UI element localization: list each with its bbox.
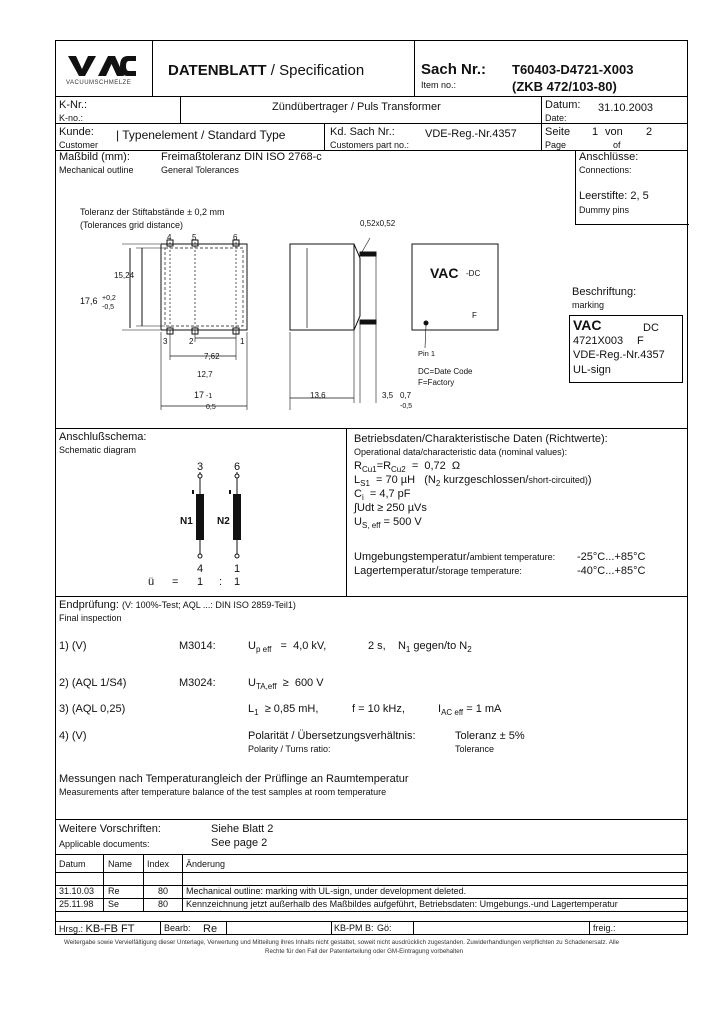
test-4-polarity-en: Polarity / Turns ratio: [248, 744, 331, 754]
marking-vde: VDE-Reg.-Nr.4357 [573, 349, 665, 361]
date-value: 31.10.2003 [598, 102, 654, 114]
measurement-note-en: Measurements after temperature balance of the test samples at room temperature [59, 787, 387, 797]
winding-n1: N1 [180, 516, 193, 527]
pin-label-3: 3 [163, 337, 168, 346]
page-total: 2 [646, 126, 653, 138]
test-1-code: M3014: [179, 640, 216, 652]
dc-note: DC=Date Code [418, 367, 473, 376]
marking-dc: DC [643, 322, 659, 334]
betriebsdaten-title: Betriebsdaten/Charakteristische Daten (Richtwerte): [354, 433, 608, 445]
k-nr-label: K-Nr.: [59, 99, 88, 111]
test-2-param: $U_{TA,eff} \ge 600$ V [248, 677, 324, 692]
weitere-vorschriften-label: Weitere Vorschriften: [59, 823, 161, 835]
col-header-name: Name [108, 859, 133, 869]
seite-label: Seite [545, 126, 571, 138]
test-2-no: 2) (AQL 1/S4) [59, 677, 127, 689]
ratio-u: ü [148, 576, 155, 588]
pin-label-6: 6 [233, 233, 238, 242]
dim-07: 0,7 [400, 391, 412, 400]
kbpm-value: Gö: [377, 923, 392, 933]
voltage-time-integral: ∫Udt ≥ 250 µVs [354, 502, 427, 514]
page-label: Page [545, 140, 567, 150]
grid-tolerance-en: (Tolerances grid distance) [80, 220, 184, 230]
front-vac-logo: VAC [430, 265, 459, 281]
date-label: Date: [545, 113, 567, 123]
ratio-1: 1 [197, 576, 204, 588]
dim-35: 3,5 [382, 391, 394, 400]
kbpm-label: KB-PM B: [334, 923, 374, 933]
schema-pin-4: 4 [197, 563, 204, 575]
storage-temp-value: -40°C...+85°C [577, 565, 646, 577]
mechanical-outline-label: Mechanical outline [59, 165, 134, 175]
pin-label-2: 2 [189, 337, 194, 346]
of-label: of [613, 140, 621, 150]
bearb-label: Bearb: [164, 923, 191, 933]
ratio-eq: = [172, 576, 179, 588]
ratio-2: 1 [234, 576, 241, 588]
col-header-index: Index [147, 859, 170, 869]
storage-temp-label: Lagertemperatur/storage temperature: [354, 565, 522, 577]
dim-07-tol: -0,5 [400, 403, 413, 410]
see-page: See page 2 [211, 837, 268, 849]
test-1-extra: 2 s, $N_1$ gegen/to $N_2$ [368, 640, 472, 655]
general-tolerances-label: General Tolerances [161, 165, 239, 175]
page-number: 1 [592, 126, 599, 138]
schema-pin-1: 1 [234, 563, 241, 575]
test-1-param: $U_{p eff} = 4,0$ kV, [248, 640, 327, 655]
table-row-1-text: Mechanical outline: marking with UL-sign, under development deleted. [186, 886, 467, 896]
final-inspection-label: Final inspection [59, 613, 122, 623]
vde-reg: VDE-Reg.-Nr.4357 [425, 128, 517, 140]
anschlussschema-label: Anschlußschema: [59, 431, 147, 443]
kd-sach-label: Kd. Sach Nr.: [330, 126, 395, 138]
marking-ul-sign: UL-sign [573, 364, 611, 376]
page-title: DATENBLATT / Specification [168, 62, 365, 79]
inductance-line: $L_{S1} = 70$ µH ($N_2$ kurzgeschlossen/short-circuited)) [354, 474, 592, 489]
grid-tolerance: Toleranz der Stiftabstände ± 0,2 mm [80, 207, 225, 217]
pin-label-5: 5 [192, 233, 197, 242]
test-2-code: M3024: [179, 677, 216, 689]
pin-label-1: 1 [240, 337, 245, 346]
dim-176: 17,6 [80, 296, 98, 306]
test-4-tolerance-en: Tolerance [455, 744, 495, 754]
table-row-1-name: Re [108, 886, 120, 896]
col-header-datum: Datum [59, 859, 86, 869]
tolerance-label: Freimaßtoleranz DIN ISO 2768-c [161, 151, 322, 163]
table-row-2-date: 25.11.98 [59, 899, 94, 909]
von-label: von [605, 126, 623, 138]
zkb-value: (ZKB 472/103-80) [512, 79, 617, 94]
anschluesse-label: Anschlüsse: [579, 151, 639, 163]
hrsg-field: Hrsg.: KB-FB FT [59, 923, 135, 935]
dummy-pins-value: Leerstifte: 2, 5 [579, 190, 649, 202]
capacitance-line: $C_i = 4,7$ pF [354, 488, 411, 503]
marking-f: F [637, 335, 644, 347]
freig-label: freig.: [593, 923, 616, 933]
ambient-temp-value: -25°C...+85°C [577, 551, 646, 563]
front-f: F [472, 311, 477, 320]
table-row-2-text: Kennzeichnung jetzt außerhalb des Maßbildes aufgeführt, Betriebsdaten: Umgebungs.-und Lagertemperatur [186, 899, 618, 909]
winding-n2: N2 [217, 516, 230, 527]
test-3-frequency: f = 10 kHz, [352, 703, 405, 715]
pin-label-4: 4 [167, 233, 172, 242]
applicable-documents-label: Applicable documents: [59, 839, 150, 849]
dim-17: 17 [194, 390, 205, 400]
test-3-param: $L_1 \ge 0,85$ mH, [248, 703, 319, 718]
dim-176-tol-minus: -0,5 [102, 304, 115, 311]
datum-label: Datum: [545, 99, 581, 111]
k-no-label: K-no.: [59, 113, 84, 123]
measurement-note: Messungen nach Temperaturangleich der Prüflinge an Raumtemperatur [59, 773, 409, 785]
product-title: Zündübertrager / Puls Transformer [272, 101, 441, 113]
customer-label: Customer [59, 140, 99, 150]
schema-pin-3: 3 [197, 461, 204, 473]
test-4-polarity: Polarität / Übersetzungsverhältnis: [248, 730, 416, 742]
type-element: | Typenelement / Standard Type [116, 128, 286, 142]
test-3-current: $I_{AC eff} = 1$ mA [438, 703, 502, 718]
col-header-aenderung: Änderung [186, 859, 226, 869]
test-1-no: 1) (V) [59, 640, 87, 652]
marking-vac-logo: VAC [573, 317, 602, 333]
table-row-2-name: Se [108, 899, 120, 909]
siehe-blatt: Siehe Blatt 2 [211, 823, 274, 835]
table-row-2-index: 80 [158, 899, 169, 909]
dim-127: 12,7 [197, 370, 213, 379]
dim-136: 13,6 [310, 391, 326, 400]
table-row-1-date: 31.10.03 [59, 886, 95, 896]
operational-data-title: Operational data/characteristic data (nominal values): [354, 447, 568, 457]
schema-pin-6: 6 [234, 461, 241, 473]
customers-part-label: Customers part no.: [330, 140, 410, 150]
beschriftung-label: Beschriftung: [572, 286, 637, 298]
table-row-1-index: 80 [158, 886, 169, 896]
test-3-no: 3) (AQL 0,25) [59, 703, 126, 715]
schematic-diagram [148, 458, 275, 588]
ratio-colon: : [219, 576, 223, 588]
pin1-label: Pin 1 [418, 349, 436, 358]
dim-pin-size: 0,52x0,52 [360, 219, 396, 228]
voltage-line: $U_{S, eff} = 500$ V [354, 516, 422, 531]
test-4-tolerance: Toleranz ± 5% [455, 730, 525, 742]
dim-17-tol: -1 [206, 393, 213, 400]
legal-notice-1: Weitergabe sowie Vervielfältigung dieser Unterlage, Verwertung und Mitteilung ihres Inhalts nicht gestattet, soweit nicht ausdrücklich zugestanden. Zuwiderhandlungen verpflichten zu Schadenersatz. Alle [64, 939, 620, 946]
schematic-diagram-label: Schematic diagram [59, 445, 137, 455]
front-dc: -DC [466, 269, 481, 278]
massbild-label: Maßbild (mm): [59, 151, 130, 163]
dim-176-tol-plus: +0,2 [102, 295, 116, 302]
ambient-temp-label: Umgebungstemperatur/ambient temperature: [354, 551, 556, 563]
vac-logo [66, 52, 138, 78]
legal-notice-2: Rechte für den Fall der Patenterteilung oder GM-Eintragung vorbehalten [265, 948, 464, 955]
marking-line2: 4721X003 [573, 335, 624, 347]
dim-1524: 15,24 [114, 271, 135, 280]
kunde-label: Kunde: [59, 126, 94, 138]
bearb-value: Re [203, 923, 218, 935]
dim-762: 7,62 [204, 352, 220, 361]
endpruefung-title: Endprüfung: (V: 100%-Test; AQL ...: DIN ISO 2859-Teil1) [59, 599, 296, 611]
sach-nr-label: Sach Nr.: [421, 61, 487, 78]
resistance-line: $R_{Cu1}=R_{Cu2} = 0,72$ Ω [354, 460, 461, 475]
marking-label: marking [572, 300, 605, 310]
connections-label: Connections: [579, 165, 632, 175]
f-note: F=Factory [418, 378, 455, 387]
logo-subtext: VACUUMSCHMELZE [66, 80, 132, 86]
sach-nr-value: T60403-D4721-X003 [512, 62, 634, 77]
test-4-no: 4) (V) [59, 730, 87, 742]
dummy-pins-label: Dummy pins [579, 205, 630, 215]
dim-17-tol2: 0,5 [206, 404, 216, 411]
item-no-label: Item no.: [421, 80, 457, 90]
